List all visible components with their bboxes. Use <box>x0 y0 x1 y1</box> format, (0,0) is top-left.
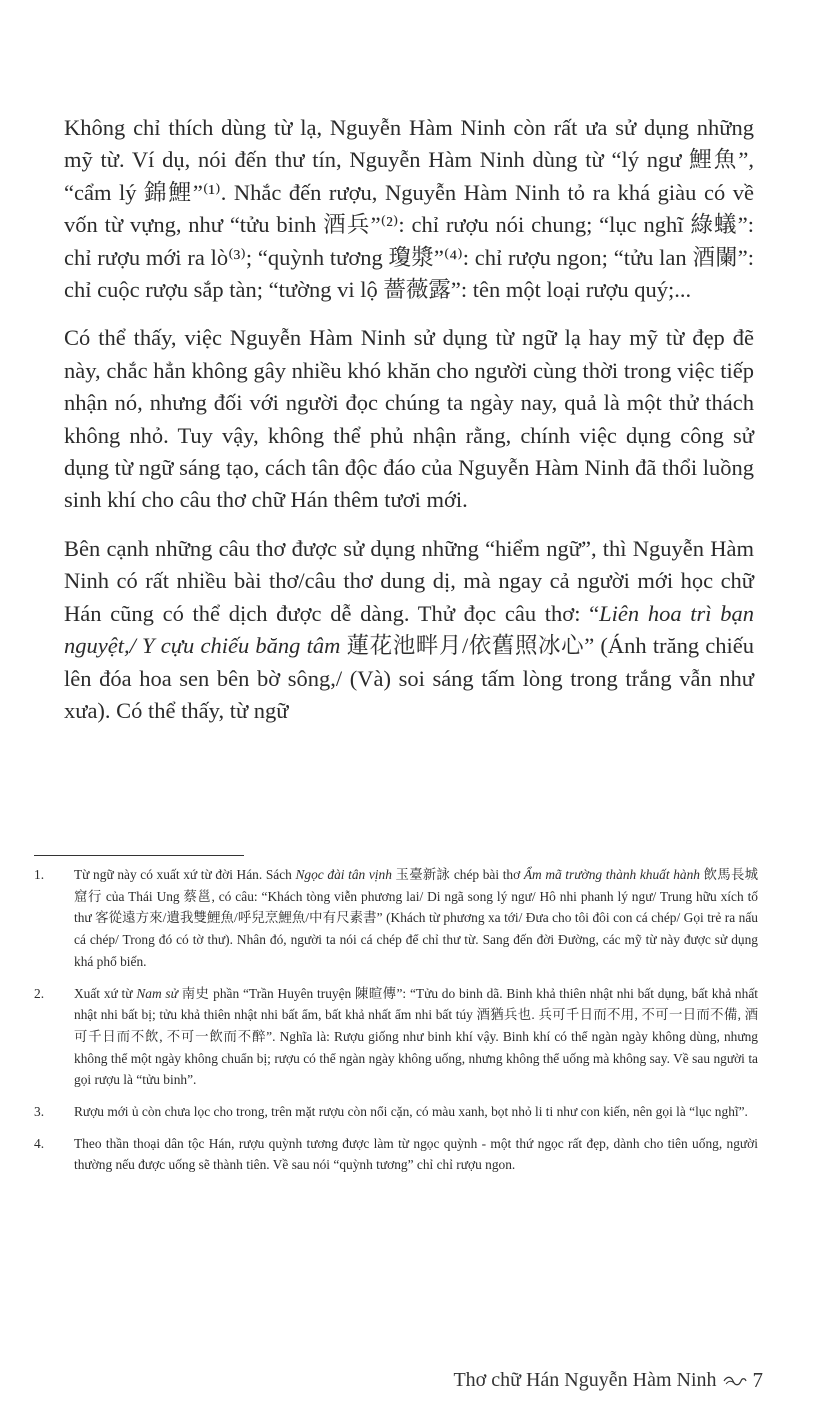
footnote-2 <box>34 983 758 1092</box>
paragraph-3-poem-quote: Liên hoa trì bạn nguyệt,/ Y cựu chiếu băng tâm <box>64 600 754 659</box>
footnote-book-title: Ngọc đài tân vịnh <box>295 867 392 882</box>
footnote-text: Rượu mới ủ còn chưa lọc cho trong, trên mặt rượu còn nổi cặn, có màu xanh, bọt nhỏ li ti như con kiến, nên gọi là “lục nghĩ”. <box>74 1104 748 1120</box>
footnote-text: 飲馬長城窟行 của Thái Ung 蔡邕, có câu: “Khách tòng viễn phương lai/ Di ngã song lý ngư/ Hô nhi phanh lý ngư/ Trung hữu xích tố thư 客從遠方來/遺我雙鯉魚/呼兒烹鯉魚/中有尺素書” (Khách từ phương xa tới/ Đưa cho tôi đôi con cá chép/ Gọi trẻ ra nấu cá chép/ Trong đó có tờ thư). Nhân đó, người ta nói cá chép để chỉ thư từ. Sang đến đời Đường, các mỹ từ này được sử dụng khá phổ biến. <box>74 867 759 969</box>
footnote-1 <box>34 864 758 973</box>
footnote-number: 3. <box>34 1104 45 1120</box>
footnotes <box>34 864 758 1186</box>
footnote-poem-title: Ẩm mã trường thành khuất hành <box>523 867 700 882</box>
footnote-text: 南史 phần “Trần Huyên truyện 陳暄傳”: “Tửu do binh dã. Binh khả thiên nhật nhi bất dụng, bất khả nhất nhật nhi bất bị; tửu khả thiên nhật nhi bất ẩm, bất khả nhất ẩm nhi bất túy 酒猶兵也. 兵可千日而不用, 不可一日而不備, 酒可千日而不飲, 不可一飲而不醉”. Nghĩa là: Rượu giống như binh khí vậy. Binh khí có thể ngàn ngày không dùng, nhưng không thể một ngày không chuẩn bị; rượu có thể ngàn ngày không uống, nhưng không thể uống mà không say. Về sau người ta gọi rượu là “tửu binh”. <box>74 985 758 1088</box>
page-number: 7 <box>752 1368 763 1392</box>
footnote-4 <box>34 1133 758 1176</box>
paragraph-1: Không chỉ thích dùng từ lạ, Nguyễn Hàm Ninh còn rất ưa sử dụng những mỹ từ. Ví dụ, nói đến thư tín, Nguyễn Hàm Ninh dùng từ “lý ngư 鯉魚”, “cẩm lý 錦鯉”⁽¹⁾. Nhắc đến rượu, Nguyễn Hàm Ninh tỏ ra khá giàu có về vốn từ vựng, như “tửu binh 酒兵”⁽²⁾: chỉ rượu nói chung; “lục nghĩ 綠蟻”: chỉ rượu mới ra lò⁽³⁾; “quỳnh tương 瓊漿”⁽⁴⁾: chỉ rượu ngon; “tửu lan 酒闌”: chỉ cuộc rượu sắp tàn; “tường vi lộ 薔薇露”: tên một loại rượu quý;... <box>64 115 754 303</box>
footnote-text: 玉臺新詠 chép bài thơ <box>391 867 524 882</box>
main-text <box>64 112 754 743</box>
paragraph-3-text-a: Bên cạnh những câu thơ được sử dụng những “hiểm ngữ”, thì Nguyễn Hàm Ninh có rất nhiều bài thơ/câu thơ dung dị, mà ngay cả người mới học chữ Hán cũng có thể dịch được dễ dàng. Thử đọc câu thơ: “ <box>64 535 754 626</box>
footnote-text: Theo thần thoại dân tộc Hán, rượu quỳnh tương được làm từ ngọc quỳnh - một thứ ngọc rất đẹp, dành cho tiên uống, người thường nếu được uống sẽ thành tiên. Về sau nói “quỳnh tương” chỉ chỉ rượu ngon. <box>74 1135 758 1173</box>
footnote-text: Từ ngữ này có xuất xứ từ đời Hán. Sách <box>74 867 296 882</box>
page-footer <box>453 1368 763 1393</box>
curl-ornament-icon <box>723 1375 747 1387</box>
paragraph-3-text-b: 蓮花池畔月/依舊照冰心” (Ánh trăng chiếu lên đóa hoa sen bên bờ sông,/ (Và) soi sáng tấm lòng trong trắng vẫn như xưa). Có thể thấy, từ ngữ <box>64 633 754 723</box>
footnote-number: 2. <box>34 985 45 1001</box>
paragraph-2: Có thể thấy, việc Nguyễn Hàm Ninh sử dụng từ ngữ lạ hay mỹ từ đẹp đẽ này, chắc hẳn không gây nhiều khó khăn cho người cùng thời trong việc tiếp nhận nó, nhưng đối với người đọc chúng ta ngày nay, quả là một thử thách không nhỏ. Tuy vậy, không thể phủ nhận rằng, chính việc dụng công sử dụng từ ngữ sáng tạo, cách tân độc đáo của Nguyễn Hàm Ninh đã thổi luồng sinh khí cho câu thơ chữ Hán thêm tươi mới. <box>64 325 754 513</box>
footnote-divider <box>34 855 244 856</box>
paragraph-3 <box>64 533 754 727</box>
footnote-text: Xuất xứ từ <box>74 985 137 1001</box>
footnote-3 <box>34 1101 758 1123</box>
running-title: Thơ chữ Hán Nguyễn Hàm Ninh <box>453 1369 717 1391</box>
footnote-book-title: Nam sử <box>136 985 178 1001</box>
footnote-number: 1. <box>34 867 45 882</box>
footnote-number: 4. <box>34 1135 45 1151</box>
